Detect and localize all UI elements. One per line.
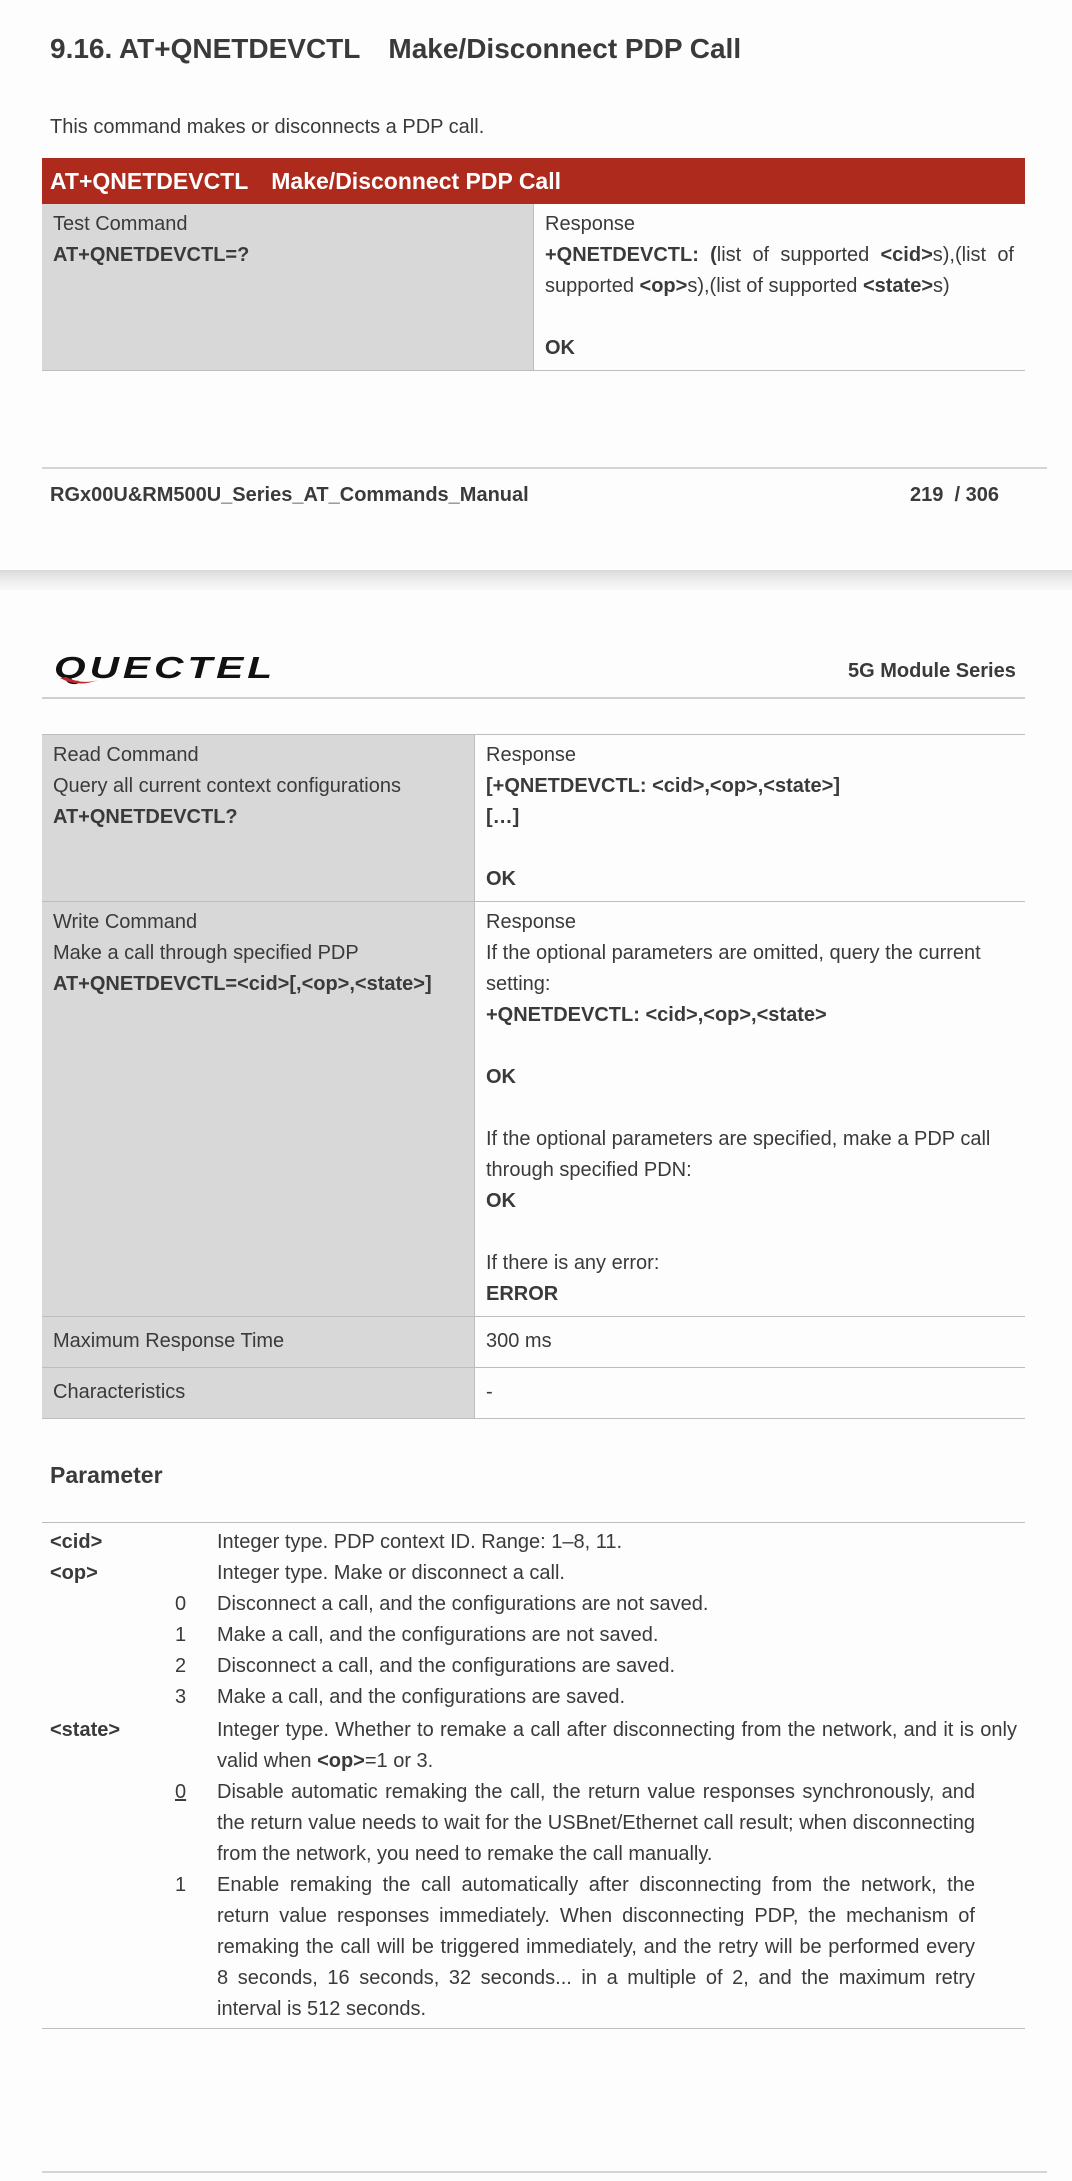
read-response-line2: […] — [486, 806, 520, 828]
read-command-syntax: AT+QNETDEVCTL? — [53, 806, 238, 828]
write-ok-1: OK — [486, 1066, 516, 1088]
footer-divider — [42, 467, 1047, 469]
write-response-cell — [475, 902, 1026, 1317]
param-state-name: <state> — [50, 1719, 121, 1741]
page2-footer-divider — [42, 2171, 1047, 2173]
parameter-top-rule — [42, 1522, 1025, 1523]
max-time-row — [42, 1317, 1025, 1368]
write-spec-text: If the optional parameters are specified, make a PDP call through specified PDN: — [486, 1128, 991, 1181]
write-error-text: If there is any error: — [486, 1252, 660, 1274]
logo-wordmark: QUECTEL — [54, 652, 276, 685]
param-op-name: <op> — [50, 1562, 98, 1584]
table-header: AT+QNETDEVCTL Make/Disconnect PDP Call — [42, 158, 1025, 204]
parameter-bottom-rule — [42, 2028, 1025, 2029]
read-command-row — [42, 735, 1025, 902]
write-command-row — [42, 902, 1025, 1317]
test-command-label: Test Command — [53, 213, 188, 235]
write-error: ERROR — [486, 1283, 559, 1305]
header-series: 5G Module Series — [848, 660, 1016, 682]
param-cid-name: <cid> — [50, 1531, 103, 1553]
quectel-logo — [54, 652, 284, 691]
read-response-ok: OK — [486, 868, 516, 890]
header-divider — [42, 697, 1025, 699]
section-title: 9.16. AT+QNETDEVCTL Make/Disconnect PDP Call — [50, 33, 742, 64]
read-command-label: Read Command — [53, 744, 199, 766]
write-command-label: Write Command — [53, 911, 198, 933]
read-response-line1: [+QNETDEVCTL: <cid>,<op>,<state>] — [486, 775, 840, 797]
parameter-title: Parameter — [50, 1462, 163, 1488]
section-intro: This command makes or disconnects a PDP call. — [50, 116, 485, 138]
test-response-cell — [534, 204, 1026, 371]
characteristics-label: Characteristics — [42, 1368, 475, 1419]
characteristics-row — [42, 1368, 1025, 1419]
test-response-line1: +QNETDEVCTL: (list of supported <cid>s),(list of — [545, 244, 1014, 266]
max-time-value: 300 ms — [475, 1317, 1026, 1368]
page-220: QUECTEL 5G Module Series Read Command Query all current context configurations AT+QNETDEVCTL? Response [+QNETDEVCTL: <cid>,<op>,<state>] […] OK Write Command Make a call through specified PDP AT+QNETDEVCTL=<cid>[,<op>,<state>] Response If the optional parameters are omitted, query the current setting: +QNETDEVCTL: <cid>,<op>,<state> OK If the optional parameters are specified, make a PDP call through specified PDN: OK If there is any error: ERROR Maximum Response Time 300 ms Characteristics - Parameter <cid> Integer type. PDP context ID. Range: 1–8, 11. <op> Integer type. Make or disconnect a call. 0 Disconnect a call, and the configurations are not saved. 1 Make a call, and the configurations are not saved. 2 Disconnect a call, and the configurations are saved. 3 Make a call, and the configurations are saved. <state> Integer type. Whether to remake a call after disconnecting from the network, and it is only valid when <op>=1 or 3. 0 Disable automatic remaking the call, the return value responses synchronously, and the return value needs to wait for the USBnet/Ethernet call result; when disconnecting from the network, you need to remake the call manually. 1 Enable remaking the call automatically after disconnecting from the network, the return value responses immediately. When disconnecting PDP, the mechanism of remaking the call will be triggered immediately, and the retry will be performed every 8 seconds, 16 seconds, 32 seconds... in a multiple of 2, and the maximum retry interval is 512 seconds. — [0, 590, 1072, 2181]
param-op-desc: Integer type. Make or disconnect a call. — [217, 1562, 565, 1584]
test-response-label: Response — [545, 213, 636, 235]
write-ok-2: OK — [486, 1190, 516, 1212]
read-response-label: Response — [486, 744, 577, 766]
characteristics-value: - — [475, 1368, 1026, 1419]
param-state-desc: Integer type. Whether to remake a call after disconnecting from the network, and it is only valid when <op>=1 or 3. — [217, 1719, 1017, 1772]
page-219 — [0, 0, 1072, 570]
test-command-row — [42, 204, 1025, 371]
write-response-label: Response — [486, 911, 577, 933]
test-response-line2: supported <op>s),(list of supported <state>s) — [545, 275, 950, 297]
test-command-cell — [42, 204, 534, 371]
command-table-part2 — [42, 735, 1025, 1419]
write-omit-text: If the optional parameters are omitted, query the current setting: — [486, 942, 981, 995]
max-time-label: Maximum Response Time — [42, 1317, 475, 1368]
write-command-cell — [42, 902, 475, 1317]
write-omit-response: +QNETDEVCTL: <cid>,<op>,<state> — [486, 1004, 827, 1026]
read-response-cell — [475, 735, 1026, 902]
command-table-part1 — [42, 158, 1025, 371]
write-command-syntax: AT+QNETDEVCTL=<cid>[,<op>,<state>] — [53, 973, 432, 995]
footer-document-name: RGx00U&RM500U_Series_AT_Commands_Manual — [50, 484, 529, 506]
write-command-desc: Make a call through specified PDP — [53, 942, 359, 964]
read-command-cell — [42, 735, 475, 902]
page-gap — [0, 570, 1072, 590]
footer-page-number: 219 / 306 — [910, 484, 999, 506]
read-command-desc: Query all current context configurations — [53, 775, 401, 797]
test-command-syntax: AT+QNETDEVCTL=? — [53, 244, 250, 266]
param-cid-desc: Integer type. PDP context ID. Range: 1–8, 11. — [217, 1531, 623, 1553]
test-response-ok: OK — [545, 337, 575, 359]
